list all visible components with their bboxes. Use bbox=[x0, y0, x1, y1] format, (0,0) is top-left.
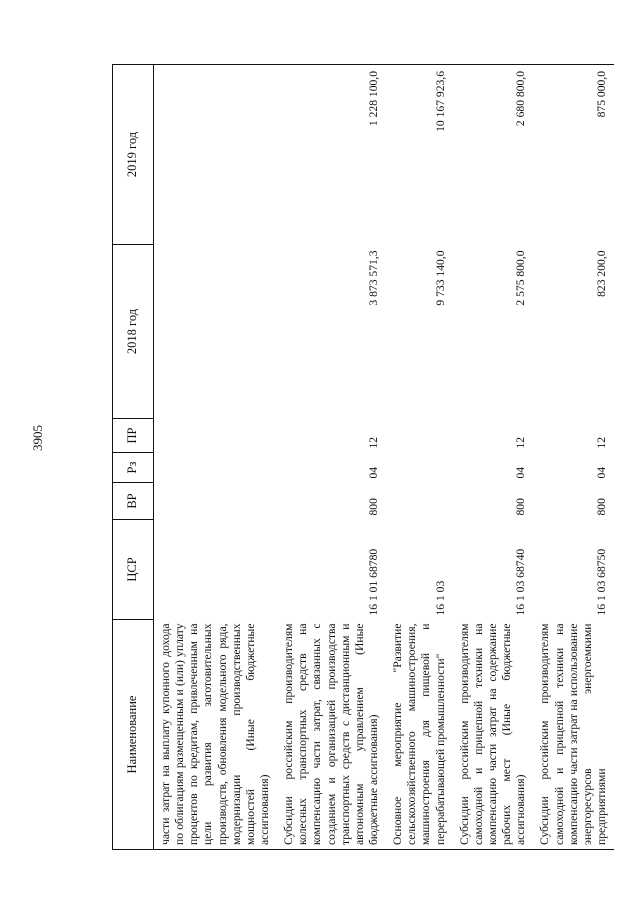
table-row bbox=[386, 65, 453, 850]
row-csr: 16 1 01 68780 bbox=[366, 548, 380, 616]
row-csr: 16 1 03 68750 bbox=[594, 548, 608, 616]
row-2018: 823 200,0 bbox=[594, 250, 608, 297]
header-rz: Рз bbox=[113, 453, 154, 483]
row-pr bbox=[386, 419, 453, 453]
row-rz bbox=[386, 453, 453, 483]
header-vr: ВР bbox=[113, 483, 154, 520]
row-rz: 04 bbox=[514, 466, 528, 479]
page-number: 3905 bbox=[30, 425, 45, 451]
row-vr: 800 bbox=[594, 498, 608, 516]
row-2018: 3 873 571,3 bbox=[366, 250, 380, 306]
header-name: Наименование bbox=[113, 620, 154, 850]
row-2019: 875 000,0 bbox=[533, 65, 614, 245]
row-name: Основное мероприятие "Развитие сельскохозяйственного машиностроения, машиностроения для пищевой и перерабатывающей промышленности" bbox=[386, 620, 453, 850]
rotated-table-wrapper bbox=[112, 65, 632, 850]
row-2018: 2 575 800,0 bbox=[514, 250, 528, 306]
budget-table bbox=[112, 64, 614, 850]
row-2018: 9 733 140,0 bbox=[433, 250, 447, 306]
row-2019: 2 680 800,0 bbox=[453, 65, 534, 245]
row-name: Субсидии российским производителям колесных транспортных средств на компенсацию части затрат, связанных с созданием и организацией производства транспортных средств с дистанционным и автономным управлением (Иные бюджетные ассигнования) bbox=[277, 620, 386, 850]
row-name: Субсидии российским производителям самоходной и прицепной техники на компенсацию части затрат на содержание рабочих мест (Иные бюджетные ассигнования) bbox=[453, 620, 534, 850]
table-header-row bbox=[113, 65, 154, 850]
row-vr: 800 bbox=[366, 498, 380, 516]
header-2019: 2019 год bbox=[113, 65, 154, 245]
table-row bbox=[277, 65, 386, 850]
row-2019: 10 167 923,6 bbox=[386, 65, 453, 245]
table-row bbox=[453, 65, 534, 850]
row-pr: 12 bbox=[366, 436, 380, 449]
header-csr: ЦСР bbox=[113, 520, 154, 620]
row-rz: 04 bbox=[594, 466, 608, 479]
row-2019 bbox=[154, 65, 278, 245]
row-vr bbox=[154, 483, 278, 520]
row-csr: 16 1 03 bbox=[433, 580, 447, 616]
row-pr bbox=[154, 419, 278, 453]
row-2018 bbox=[154, 245, 278, 419]
row-name: Субсидии российским производителям самоходной и прицепной техники на компенсацию части затрат на использование энергоресурсов энергоемкими предприятиями bbox=[533, 620, 614, 850]
header-pr: ПР bbox=[113, 419, 154, 453]
row-rz bbox=[154, 453, 278, 483]
table-row bbox=[154, 65, 278, 850]
table-row bbox=[533, 65, 614, 850]
row-csr: 16 1 03 68740 bbox=[514, 548, 528, 616]
row-name: части затрат на выплату купонного дохода по облигациям размещенным и (или) уплату процентов по кредитам, привлеченным на цели развития заготовительных производств, обновления модельного ряда, модернизации производственных мощностей (Иные бюджетные ассигнования) bbox=[154, 620, 278, 850]
row-pr: 12 bbox=[514, 436, 528, 449]
row-rz: 04 bbox=[366, 466, 380, 479]
header-2018: 2018 год bbox=[113, 245, 154, 419]
row-2019: 1 228 100,0 bbox=[277, 65, 386, 245]
row-csr bbox=[154, 520, 278, 620]
row-vr bbox=[386, 483, 453, 520]
row-pr: 12 bbox=[594, 436, 608, 449]
row-vr: 800 bbox=[514, 498, 528, 516]
